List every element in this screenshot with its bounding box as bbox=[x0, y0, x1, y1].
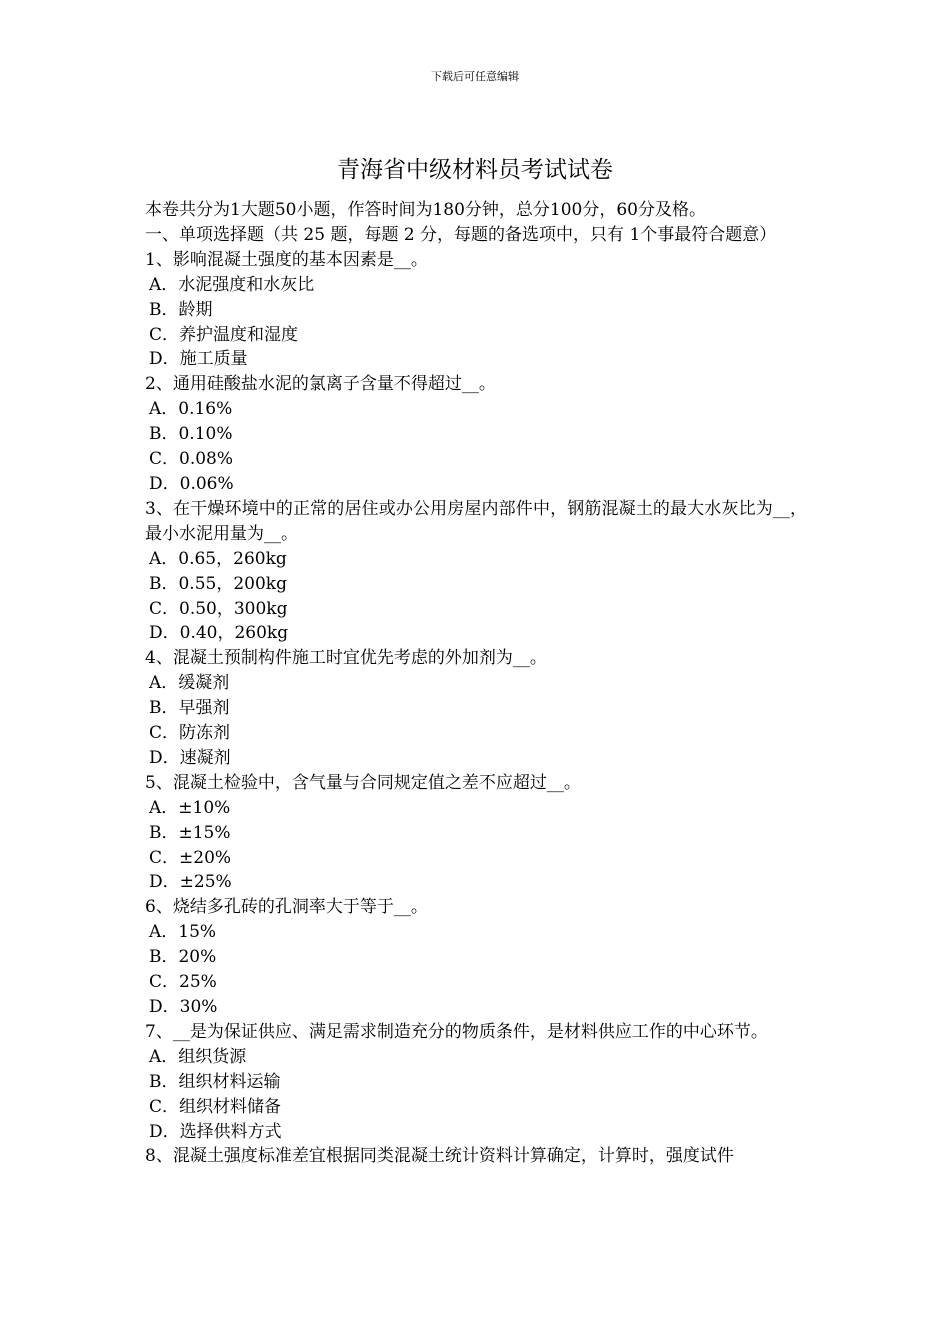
option-c: C．±20% bbox=[149, 847, 232, 868]
option-b: B．龄期 bbox=[149, 299, 213, 320]
question-text: 1、影响混凝土强度的基本因素是__。 bbox=[145, 249, 428, 270]
section-heading: 一、单项选择题（共 25 题，每题 2 分，每题的备选项中，只有 1个事最符合题意） bbox=[145, 224, 777, 245]
option-c: C．0.50，300kg bbox=[149, 598, 288, 619]
option-a: A．15% bbox=[149, 922, 217, 943]
option-d: D．±25% bbox=[149, 872, 232, 893]
intro-text: 本卷共分为1大题50小题，作答时间为180分钟，总分100分，60分及格。 bbox=[145, 200, 706, 220]
exam-content bbox=[145, 198, 807, 1169]
question-text: 7、__是为保证供应、满足需求制造充分的物质条件，是材料供应工作的中心环节。 bbox=[145, 1021, 768, 1042]
option-c: C．养护温度和湿度 bbox=[149, 324, 299, 345]
option-a: A．±10% bbox=[149, 797, 231, 818]
option-d: D．30% bbox=[149, 997, 218, 1017]
option-b: B．0.10% bbox=[149, 424, 233, 445]
option-c: C．0.08% bbox=[149, 449, 234, 470]
option-c: C．防冻剂 bbox=[149, 723, 231, 744]
question-text: 2、通用硅酸盐水泥的氯离子含量不得超过__。 bbox=[145, 374, 496, 395]
question-2 bbox=[145, 372, 807, 497]
question-text: 5、混凝土检验中，含气量与合同规定值之差不应超过__。 bbox=[145, 772, 581, 793]
question-6 bbox=[145, 895, 807, 1020]
option-b: B．20% bbox=[149, 947, 217, 968]
question-1 bbox=[145, 248, 807, 373]
question-text: 8、混凝土强度标准差宜根据同类混凝土统计资料计算确定，计算时，强度试件 bbox=[145, 1146, 734, 1167]
option-b: B．±15% bbox=[149, 822, 231, 843]
option-b: B．组织材料运输 bbox=[149, 1071, 281, 1092]
option-d: D．施工质量 bbox=[149, 349, 248, 370]
option-c: C．组织材料储备 bbox=[149, 1096, 282, 1117]
option-a: A．组织货源 bbox=[149, 1046, 247, 1067]
option-a: A．缓凝剂 bbox=[149, 673, 230, 694]
option-d: D．选择供料方式 bbox=[149, 1121, 282, 1142]
question-8 bbox=[145, 1144, 807, 1169]
question-4 bbox=[145, 646, 807, 771]
option-d: D．0.06% bbox=[149, 473, 234, 494]
option-d: D．速凝剂 bbox=[149, 747, 231, 768]
page-title: 青海省中级材料员考试试卷 bbox=[337, 157, 613, 183]
question-text: 6、烧结多孔砖的孔洞率大于等于__。 bbox=[145, 897, 428, 918]
option-d: D．0.40，260kg bbox=[149, 623, 289, 644]
option-b: B．0.55，200kg bbox=[149, 573, 287, 594]
option-a: A．水泥强度和水灰比 bbox=[149, 274, 315, 295]
question-7 bbox=[145, 1020, 807, 1145]
option-c: C．25% bbox=[149, 972, 217, 993]
question-text: 3、在干燥环境中的正常的居住或办公用房屋内部件中，钢筋混凝土的最大水灰比为__，最小水泥用量为__。 bbox=[145, 498, 807, 544]
option-b: B．早强剂 bbox=[149, 698, 230, 719]
option-a: A．0.16% bbox=[149, 399, 233, 420]
option-a: A．0.65，260kg bbox=[149, 548, 287, 569]
question-text: 4、混凝土预制构件施工时宜优先考虑的外加剂为__。 bbox=[145, 648, 547, 669]
header-note: 下载后可任意编辑 bbox=[431, 70, 519, 83]
question-5 bbox=[145, 771, 807, 896]
question-3 bbox=[145, 497, 807, 646]
